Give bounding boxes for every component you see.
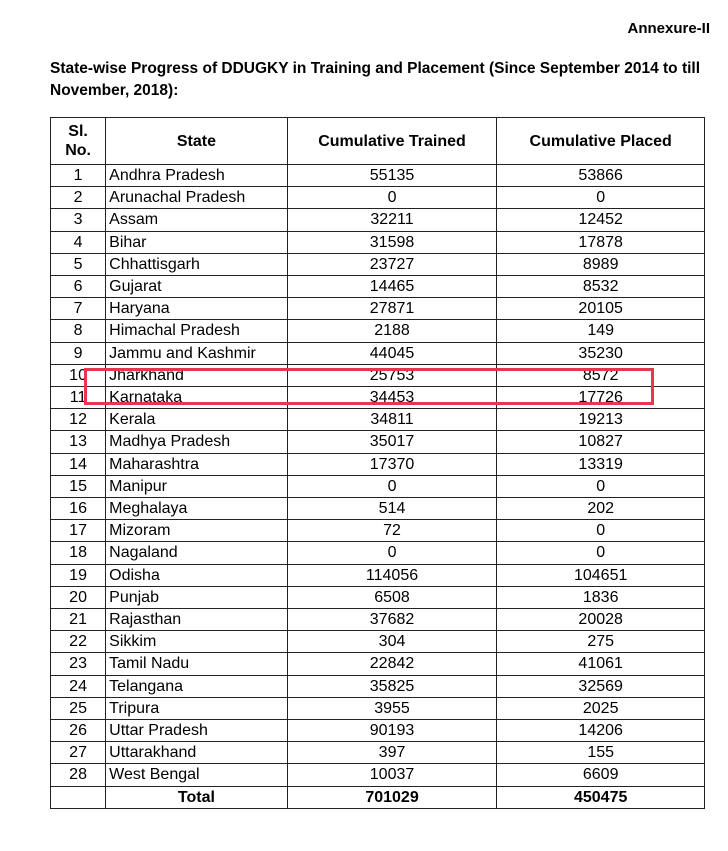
row-state: Andhra Pradesh bbox=[106, 165, 288, 187]
row-sl-no: 7 bbox=[51, 298, 106, 320]
row-placed: 6609 bbox=[497, 764, 705, 786]
row-state: Sikkim bbox=[106, 631, 288, 653]
table-row bbox=[51, 453, 705, 475]
row-state: Bihar bbox=[106, 231, 288, 253]
row-placed: 14206 bbox=[497, 720, 705, 742]
row-trained: 397 bbox=[287, 742, 497, 764]
row-state: Haryana bbox=[106, 298, 288, 320]
row-sl-no: 10 bbox=[51, 364, 106, 386]
table-row bbox=[51, 431, 705, 453]
row-placed: 10827 bbox=[497, 431, 705, 453]
row-sl-no: 9 bbox=[51, 342, 106, 364]
header-state: State bbox=[106, 118, 288, 165]
table-row bbox=[51, 542, 705, 564]
row-sl-no: 17 bbox=[51, 520, 106, 542]
row-state: Manipur bbox=[106, 475, 288, 497]
row-sl-no: 24 bbox=[51, 675, 106, 697]
total-no-cell bbox=[51, 786, 106, 808]
row-sl-no: 28 bbox=[51, 764, 106, 786]
row-state: Nagaland bbox=[106, 542, 288, 564]
row-placed: 17726 bbox=[497, 387, 705, 409]
row-trained: 0 bbox=[287, 475, 497, 497]
row-trained: 55135 bbox=[287, 165, 497, 187]
row-placed: 149 bbox=[497, 320, 705, 342]
row-state: Himachal Pradesh bbox=[106, 320, 288, 342]
row-trained: 0 bbox=[287, 187, 497, 209]
row-trained: 25753 bbox=[287, 364, 497, 386]
row-trained: 14465 bbox=[287, 276, 497, 298]
row-sl-no: 20 bbox=[51, 586, 106, 608]
table-row bbox=[51, 742, 705, 764]
table-row bbox=[51, 253, 705, 275]
row-sl-no: 15 bbox=[51, 475, 106, 497]
row-placed: 2025 bbox=[497, 697, 705, 719]
table-row bbox=[51, 498, 705, 520]
row-trained: 72 bbox=[287, 520, 497, 542]
table-row bbox=[51, 675, 705, 697]
row-trained: 35017 bbox=[287, 431, 497, 453]
row-state: Punjab bbox=[106, 586, 288, 608]
row-trained: 2188 bbox=[287, 320, 497, 342]
row-state: Madhya Pradesh bbox=[106, 431, 288, 453]
header-sl-no: Sl. No. bbox=[51, 118, 106, 165]
row-trained: 514 bbox=[287, 498, 497, 520]
row-placed: 202 bbox=[497, 498, 705, 520]
row-sl-no: 23 bbox=[51, 653, 106, 675]
row-trained: 44045 bbox=[287, 342, 497, 364]
page-heading: State-wise Progress of DDUGKY in Training and Placement (Since September 2014 to till November, 2018): bbox=[50, 60, 701, 99]
row-sl-no: 11 bbox=[51, 387, 106, 409]
row-sl-no: 19 bbox=[51, 564, 106, 586]
row-placed: 19213 bbox=[497, 409, 705, 431]
row-sl-no: 1 bbox=[51, 165, 106, 187]
row-sl-no: 6 bbox=[51, 276, 106, 298]
row-placed: 0 bbox=[497, 520, 705, 542]
row-trained: 304 bbox=[287, 631, 497, 653]
table-row bbox=[51, 231, 705, 253]
row-sl-no: 14 bbox=[51, 453, 106, 475]
row-trained: 0 bbox=[287, 542, 497, 564]
total-placed: 450475 bbox=[497, 786, 705, 808]
table-row bbox=[51, 631, 705, 653]
row-trained: 35825 bbox=[287, 675, 497, 697]
table-row bbox=[51, 298, 705, 320]
row-placed: 13319 bbox=[497, 453, 705, 475]
total-label: Total bbox=[106, 786, 288, 808]
table-row bbox=[51, 720, 705, 742]
row-state: Assam bbox=[106, 209, 288, 231]
row-state: Tripura bbox=[106, 697, 288, 719]
row-placed: 0 bbox=[497, 187, 705, 209]
row-trained: 17370 bbox=[287, 453, 497, 475]
row-trained: 10037 bbox=[287, 764, 497, 786]
header-cumulative-placed: Cumulative Placed bbox=[497, 118, 705, 165]
row-state: Odisha bbox=[106, 564, 288, 586]
row-trained: 34811 bbox=[287, 409, 497, 431]
row-placed: 41061 bbox=[497, 653, 705, 675]
row-state: Jammu and Kashmir bbox=[106, 342, 288, 364]
row-sl-no: 25 bbox=[51, 697, 106, 719]
row-trained: 6508 bbox=[287, 586, 497, 608]
row-trained: 114056 bbox=[287, 564, 497, 586]
table-row bbox=[51, 409, 705, 431]
row-state: Arunachal Pradesh bbox=[106, 187, 288, 209]
row-placed: 32569 bbox=[497, 675, 705, 697]
row-placed: 0 bbox=[497, 542, 705, 564]
row-trained: 32211 bbox=[287, 209, 497, 231]
row-trained: 31598 bbox=[287, 231, 497, 253]
row-sl-no: 2 bbox=[51, 187, 106, 209]
header-cumulative-trained: Cumulative Trained bbox=[287, 118, 497, 165]
row-state: Uttar Pradesh bbox=[106, 720, 288, 742]
row-state: Karnataka bbox=[106, 387, 288, 409]
table-row bbox=[51, 697, 705, 719]
row-placed: 1836 bbox=[497, 586, 705, 608]
table-body bbox=[51, 165, 705, 787]
table-row bbox=[51, 653, 705, 675]
table-row bbox=[51, 320, 705, 342]
row-state: Chhattisgarh bbox=[106, 253, 288, 275]
progress-table bbox=[50, 117, 705, 809]
table-row bbox=[51, 364, 705, 386]
table-row bbox=[51, 187, 705, 209]
row-state: Jharkhand bbox=[106, 364, 288, 386]
row-state: Mizoram bbox=[106, 520, 288, 542]
row-placed: 155 bbox=[497, 742, 705, 764]
row-sl-no: 21 bbox=[51, 609, 106, 631]
table-row bbox=[51, 387, 705, 409]
row-state: Gujarat bbox=[106, 276, 288, 298]
table-row bbox=[51, 475, 705, 497]
row-placed: 53866 bbox=[497, 165, 705, 187]
table-row bbox=[51, 276, 705, 298]
table-header-row bbox=[51, 118, 705, 165]
total-row bbox=[51, 786, 705, 808]
total-trained: 701029 bbox=[287, 786, 497, 808]
row-sl-no: 8 bbox=[51, 320, 106, 342]
row-trained: 23727 bbox=[287, 253, 497, 275]
table-row bbox=[51, 342, 705, 364]
row-trained: 90193 bbox=[287, 720, 497, 742]
row-state: Meghalaya bbox=[106, 498, 288, 520]
row-placed: 12452 bbox=[497, 209, 705, 231]
table-row bbox=[51, 586, 705, 608]
row-placed: 8572 bbox=[497, 364, 705, 386]
row-trained: 34453 bbox=[287, 387, 497, 409]
row-state: Maharashtra bbox=[106, 453, 288, 475]
row-state: Telangana bbox=[106, 675, 288, 697]
row-placed: 20028 bbox=[497, 609, 705, 631]
row-sl-no: 13 bbox=[51, 431, 106, 453]
row-trained: 22842 bbox=[287, 653, 497, 675]
row-sl-no: 26 bbox=[51, 720, 106, 742]
row-trained: 27871 bbox=[287, 298, 497, 320]
row-placed: 17878 bbox=[497, 231, 705, 253]
row-placed: 8989 bbox=[497, 253, 705, 275]
table-row bbox=[51, 564, 705, 586]
row-placed: 8532 bbox=[497, 276, 705, 298]
row-state: Rajasthan bbox=[106, 609, 288, 631]
row-trained: 37682 bbox=[287, 609, 497, 631]
annexure-label: Annexure-II bbox=[627, 20, 710, 37]
table-row bbox=[51, 209, 705, 231]
row-sl-no: 12 bbox=[51, 409, 106, 431]
row-sl-no: 22 bbox=[51, 631, 106, 653]
table-row bbox=[51, 165, 705, 187]
row-placed: 35230 bbox=[497, 342, 705, 364]
row-trained: 3955 bbox=[287, 697, 497, 719]
row-state: Tamil Nadu bbox=[106, 653, 288, 675]
row-sl-no: 27 bbox=[51, 742, 106, 764]
table-row bbox=[51, 520, 705, 542]
row-placed: 275 bbox=[497, 631, 705, 653]
table-row bbox=[51, 609, 705, 631]
row-sl-no: 18 bbox=[51, 542, 106, 564]
row-sl-no: 4 bbox=[51, 231, 106, 253]
table-row bbox=[51, 764, 705, 786]
row-placed: 20105 bbox=[497, 298, 705, 320]
row-sl-no: 3 bbox=[51, 209, 106, 231]
row-state: Uttarakhand bbox=[106, 742, 288, 764]
row-state: Kerala bbox=[106, 409, 288, 431]
row-sl-no: 5 bbox=[51, 253, 106, 275]
row-placed: 0 bbox=[497, 475, 705, 497]
row-state: West Bengal bbox=[106, 764, 288, 786]
row-placed: 104651 bbox=[497, 564, 705, 586]
row-sl-no: 16 bbox=[51, 498, 106, 520]
